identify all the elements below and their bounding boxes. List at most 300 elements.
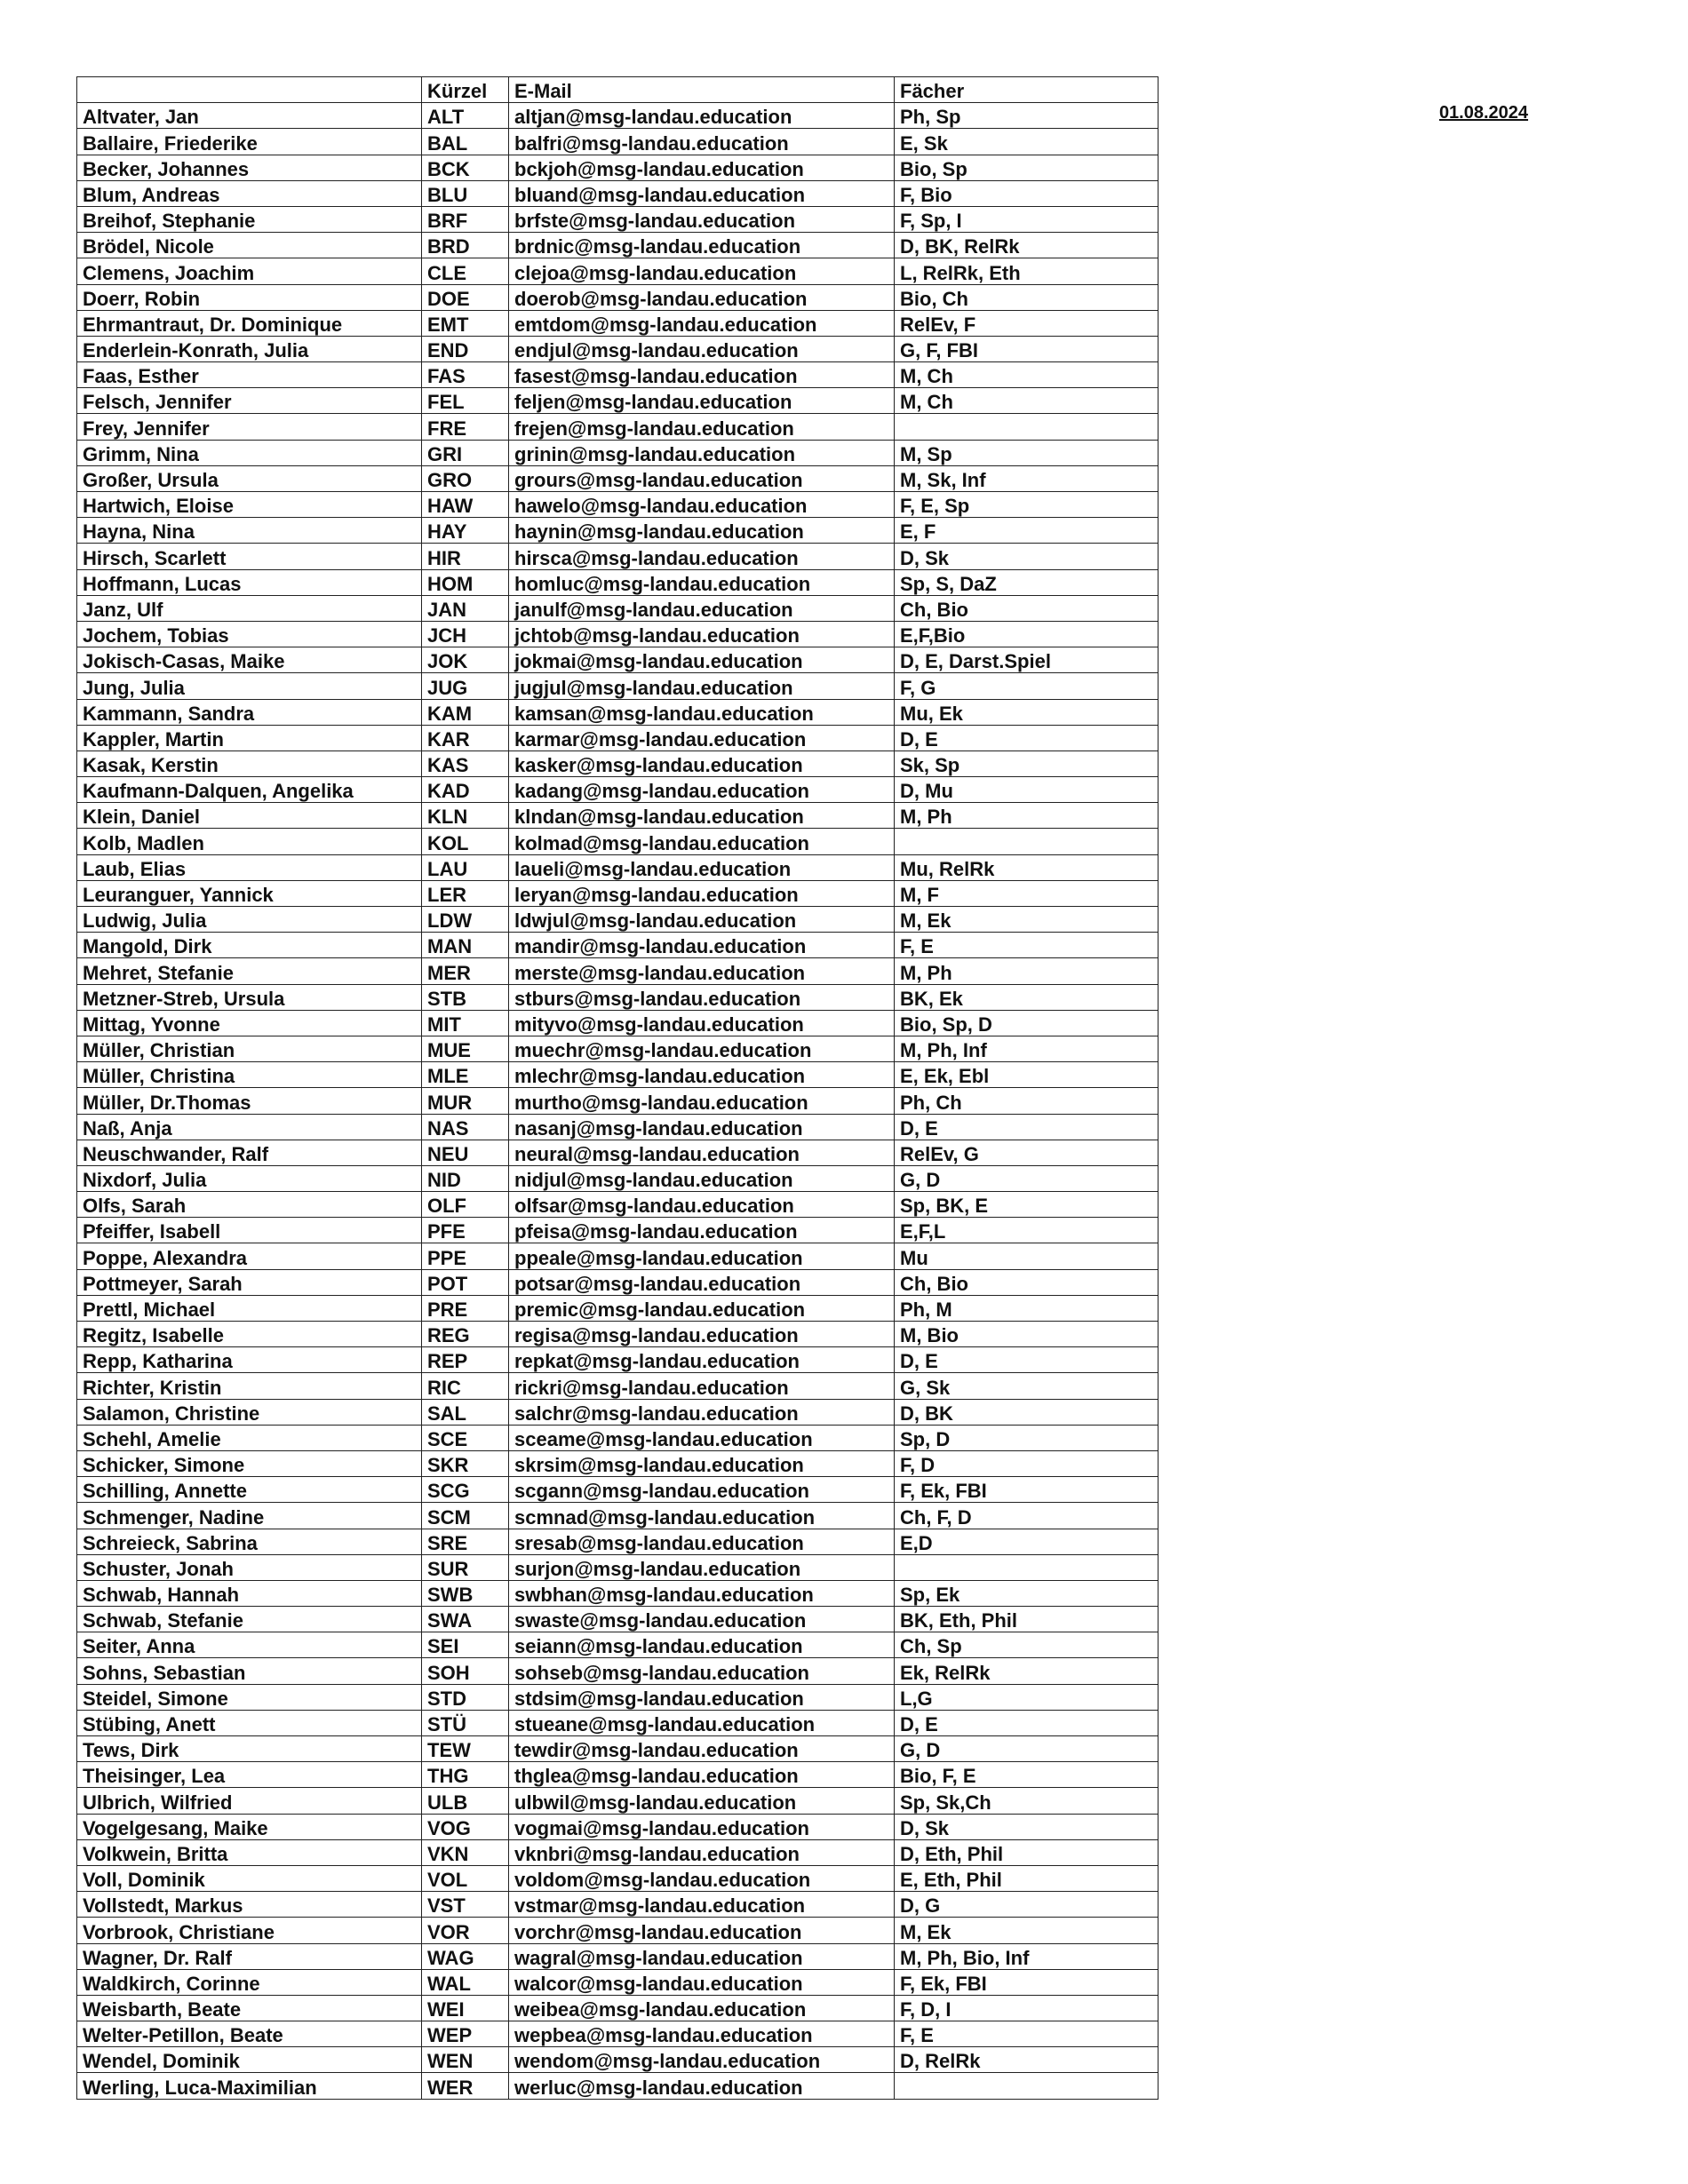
- cell-name: Schilling, Annette: [77, 1477, 422, 1503]
- cell-name: Mehret, Stefanie: [77, 958, 422, 984]
- cell-name: Schicker, Simone: [77, 1450, 422, 1476]
- cell-code: DOE: [422, 284, 509, 310]
- cell-email: walcor@msg-landau.education: [509, 1969, 895, 1995]
- cell-email: stueane@msg-landau.education: [509, 1710, 895, 1735]
- cell-email: rickri@msg-landau.education: [509, 1373, 895, 1399]
- cell-code: HAY: [422, 518, 509, 544]
- table-row: [77, 673, 1159, 699]
- table-row: [77, 699, 1159, 725]
- cell-email: brdnic@msg-landau.education: [509, 233, 895, 258]
- cell-name: Vollstedt, Markus: [77, 1892, 422, 1918]
- cell-name: Laub, Elias: [77, 854, 422, 880]
- cell-subjects: BK, Ek: [895, 984, 1159, 1010]
- cell-code: JCH: [422, 621, 509, 647]
- table-row: [77, 2073, 1159, 2099]
- cell-subjects: D, E: [895, 1114, 1159, 1140]
- table-row: [77, 1399, 1159, 1425]
- cell-email: murtho@msg-landau.education: [509, 1088, 895, 1114]
- cell-email: skrsim@msg-landau.education: [509, 1450, 895, 1476]
- cell-email: karmar@msg-landau.education: [509, 725, 895, 751]
- cell-subjects: Ph, Sp: [895, 103, 1159, 129]
- cell-email: muechr@msg-landau.education: [509, 1036, 895, 1061]
- cell-name: Vogelgesang, Maike: [77, 1814, 422, 1839]
- cell-subjects: Sp, BK, E: [895, 1192, 1159, 1218]
- cell-subjects: Bio, F, E: [895, 1762, 1159, 1788]
- table-row: [77, 1762, 1159, 1788]
- cell-code: JAN: [422, 595, 509, 621]
- cell-code: KAM: [422, 699, 509, 725]
- cell-code: BCK: [422, 155, 509, 180]
- cell-email: pfeisa@msg-landau.education: [509, 1218, 895, 1243]
- cell-subjects: M, Bio: [895, 1322, 1159, 1347]
- cell-email: seiann@msg-landau.education: [509, 1632, 895, 1658]
- cell-email: mlechr@msg-landau.education: [509, 1062, 895, 1088]
- staff-table: [76, 76, 1159, 2100]
- table-row: [77, 129, 1159, 155]
- cell-code: BAL: [422, 129, 509, 155]
- cell-code: HAW: [422, 492, 509, 518]
- cell-name: Hayna, Nina: [77, 518, 422, 544]
- cell-subjects: M, Ph: [895, 803, 1159, 829]
- cell-name: Schehl, Amelie: [77, 1425, 422, 1450]
- cell-name: Repp, Katharina: [77, 1347, 422, 1373]
- cell-subjects: M, F: [895, 880, 1159, 906]
- cell-code: OLF: [422, 1192, 509, 1218]
- cell-code: ULB: [422, 1788, 509, 1814]
- cell-code: EMT: [422, 310, 509, 336]
- cell-email: thglea@msg-landau.education: [509, 1762, 895, 1788]
- cell-email: sohseb@msg-landau.education: [509, 1658, 895, 1684]
- cell-subjects: D, Sk: [895, 1814, 1159, 1839]
- cell-code: KAS: [422, 751, 509, 776]
- cell-subjects: M, Ph, Bio, Inf: [895, 1943, 1159, 1969]
- cell-name: Neuschwander, Ralf: [77, 1140, 422, 1165]
- cell-name: Poppe, Alexandra: [77, 1243, 422, 1269]
- table-row: [77, 647, 1159, 673]
- cell-code: GRI: [422, 440, 509, 465]
- cell-subjects: [895, 829, 1159, 854]
- cell-subjects: F, G: [895, 673, 1159, 699]
- cell-email: wendom@msg-landau.education: [509, 2047, 895, 2073]
- cell-code: LER: [422, 880, 509, 906]
- cell-name: Regitz, Isabelle: [77, 1322, 422, 1347]
- cell-subjects: M, Ch: [895, 362, 1159, 388]
- cell-email: mityvo@msg-landau.education: [509, 1010, 895, 1036]
- cell-subjects: D, BK: [895, 1399, 1159, 1425]
- table-row: [77, 569, 1159, 595]
- cell-name: Schuster, Jonah: [77, 1554, 422, 1580]
- cell-subjects: E, Eth, Phil: [895, 1865, 1159, 1891]
- cell-subjects: D, BK, RelRk: [895, 233, 1159, 258]
- cell-code: END: [422, 336, 509, 361]
- table-row: [77, 1710, 1159, 1735]
- cell-subjects: RelEv, G: [895, 1140, 1159, 1165]
- table-row: [77, 414, 1159, 440]
- cell-email: sceame@msg-landau.education: [509, 1425, 895, 1450]
- cell-name: Kappler, Martin: [77, 725, 422, 751]
- cell-code: FRE: [422, 414, 509, 440]
- cell-subjects: E, Sk: [895, 129, 1159, 155]
- cell-subjects: Sk, Sp: [895, 751, 1159, 776]
- cell-email: swbhan@msg-landau.education: [509, 1580, 895, 1606]
- cell-subjects: [895, 1554, 1159, 1580]
- cell-name: Vorbrook, Christiane: [77, 1918, 422, 1943]
- cell-email: wagral@msg-landau.education: [509, 1943, 895, 1969]
- table-row: [77, 933, 1159, 958]
- cell-code: MER: [422, 958, 509, 984]
- cell-email: mandir@msg-landau.education: [509, 933, 895, 958]
- cell-code: LDW: [422, 907, 509, 933]
- cell-name: Mittag, Yvonne: [77, 1010, 422, 1036]
- cell-code: REP: [422, 1347, 509, 1373]
- cell-subjects: E,D: [895, 1529, 1159, 1554]
- cell-name: Pottmeyer, Sarah: [77, 1269, 422, 1295]
- cell-code: GRO: [422, 465, 509, 491]
- cell-name: Tews, Dirk: [77, 1736, 422, 1762]
- cell-name: Brödel, Nicole: [77, 233, 422, 258]
- table-row: [77, 777, 1159, 803]
- table-row: [77, 1658, 1159, 1684]
- staff-table-body: [77, 103, 1159, 2099]
- table-row: [77, 518, 1159, 544]
- table-row: [77, 336, 1159, 361]
- cell-code: VOR: [422, 1918, 509, 1943]
- table-row: [77, 2047, 1159, 2073]
- cell-email: sresab@msg-landau.education: [509, 1529, 895, 1554]
- header-email: E-Mail: [509, 77, 895, 103]
- cell-email: wepbea@msg-landau.education: [509, 2021, 895, 2047]
- cell-name: Theisinger, Lea: [77, 1762, 422, 1788]
- cell-email: kadang@msg-landau.education: [509, 777, 895, 803]
- table-row: [77, 258, 1159, 284]
- cell-name: Frey, Jennifer: [77, 414, 422, 440]
- table-row: [77, 1969, 1159, 1995]
- cell-subjects: D, E, Darst.Spiel: [895, 647, 1159, 673]
- cell-subjects: Bio, Sp, D: [895, 1010, 1159, 1036]
- cell-code: THG: [422, 1762, 509, 1788]
- cell-subjects: F, Bio: [895, 180, 1159, 206]
- cell-name: Becker, Johannes: [77, 155, 422, 180]
- cell-code: REG: [422, 1322, 509, 1347]
- cell-name: Welter-Petillon, Beate: [77, 2021, 422, 2047]
- cell-email: stdsim@msg-landau.education: [509, 1684, 895, 1710]
- table-row: [77, 1503, 1159, 1529]
- cell-code: SAL: [422, 1399, 509, 1425]
- table-row: [77, 1322, 1159, 1347]
- cell-code: STD: [422, 1684, 509, 1710]
- cell-code: PPE: [422, 1243, 509, 1269]
- table-row: [77, 2021, 1159, 2047]
- table-row: [77, 492, 1159, 518]
- table-row: [77, 1373, 1159, 1399]
- cell-email: nidjul@msg-landau.education: [509, 1165, 895, 1191]
- table-row: [77, 1918, 1159, 1943]
- cell-name: Doerr, Robin: [77, 284, 422, 310]
- table-row: [77, 1632, 1159, 1658]
- table-row: [77, 1684, 1159, 1710]
- cell-email: premic@msg-landau.education: [509, 1295, 895, 1321]
- cell-email: frejen@msg-landau.education: [509, 414, 895, 440]
- cell-email: stburs@msg-landau.education: [509, 984, 895, 1010]
- table-row: [77, 1062, 1159, 1088]
- cell-email: feljen@msg-landau.education: [509, 388, 895, 414]
- cell-code: VOG: [422, 1814, 509, 1839]
- cell-name: Schmenger, Nadine: [77, 1503, 422, 1529]
- cell-code: WEP: [422, 2021, 509, 2047]
- cell-subjects: Ch, Bio: [895, 595, 1159, 621]
- cell-subjects: D, E: [895, 1710, 1159, 1735]
- cell-name: Schreieck, Sabrina: [77, 1529, 422, 1554]
- table-row: [77, 1192, 1159, 1218]
- table-row: [77, 984, 1159, 1010]
- cell-subjects: [895, 2073, 1159, 2099]
- cell-name: Ulbrich, Wilfried: [77, 1788, 422, 1814]
- cell-code: JOK: [422, 647, 509, 673]
- cell-email: clejoa@msg-landau.education: [509, 258, 895, 284]
- cell-code: KAD: [422, 777, 509, 803]
- cell-code: NEU: [422, 1140, 509, 1165]
- cell-subjects: L, RelRk, Eth: [895, 258, 1159, 284]
- cell-email: fasest@msg-landau.education: [509, 362, 895, 388]
- cell-code: MIT: [422, 1010, 509, 1036]
- cell-code: SCE: [422, 1425, 509, 1450]
- cell-code: POT: [422, 1269, 509, 1295]
- table-row: [77, 310, 1159, 336]
- table-row: [77, 155, 1159, 180]
- table-row: [77, 621, 1159, 647]
- table-row: [77, 829, 1159, 854]
- cell-subjects: BK, Eth, Phil: [895, 1607, 1159, 1632]
- table-row: [77, 854, 1159, 880]
- table-row: [77, 1269, 1159, 1295]
- table-row: [77, 206, 1159, 232]
- table-row: [77, 1010, 1159, 1036]
- cell-email: brfste@msg-landau.education: [509, 206, 895, 232]
- cell-email: laueli@msg-landau.education: [509, 854, 895, 880]
- cell-name: Blum, Andreas: [77, 180, 422, 206]
- table-row: [77, 1943, 1159, 1969]
- table-row: [77, 725, 1159, 751]
- table-row: [77, 1892, 1159, 1918]
- cell-code: SCG: [422, 1477, 509, 1503]
- cell-code: HOM: [422, 569, 509, 595]
- cell-email: kasker@msg-landau.education: [509, 751, 895, 776]
- cell-name: Grimm, Nina: [77, 440, 422, 465]
- cell-code: LAU: [422, 854, 509, 880]
- cell-code: BLU: [422, 180, 509, 206]
- cell-email: tewdir@msg-landau.education: [509, 1736, 895, 1762]
- table-row: [77, 1088, 1159, 1114]
- cell-email: homluc@msg-landau.education: [509, 569, 895, 595]
- cell-email: emtdom@msg-landau.education: [509, 310, 895, 336]
- cell-code: SWA: [422, 1607, 509, 1632]
- cell-name: Hartwich, Eloise: [77, 492, 422, 518]
- table-row: [77, 284, 1159, 310]
- cell-code: PRE: [422, 1295, 509, 1321]
- cell-name: Kammann, Sandra: [77, 699, 422, 725]
- cell-name: Hirsch, Scarlett: [77, 544, 422, 569]
- cell-email: hawelo@msg-landau.education: [509, 492, 895, 518]
- cell-code: SEI: [422, 1632, 509, 1658]
- cell-name: Mangold, Dirk: [77, 933, 422, 958]
- cell-subjects: M, Ek: [895, 907, 1159, 933]
- table-row: [77, 1243, 1159, 1269]
- cell-email: doerob@msg-landau.education: [509, 284, 895, 310]
- cell-code: SCM: [422, 1503, 509, 1529]
- cell-subjects: M, Sk, Inf: [895, 465, 1159, 491]
- cell-name: Wendel, Dominik: [77, 2047, 422, 2073]
- cell-name: Müller, Christina: [77, 1062, 422, 1088]
- cell-subjects: RelEv, F: [895, 310, 1159, 336]
- cell-subjects: Sp, S, DaZ: [895, 569, 1159, 595]
- cell-code: JUG: [422, 673, 509, 699]
- cell-name: Janz, Ulf: [77, 595, 422, 621]
- cell-email: jugjul@msg-landau.education: [509, 673, 895, 699]
- cell-subjects: M, Ch: [895, 388, 1159, 414]
- cell-subjects: Sp, Sk,Ch: [895, 1788, 1159, 1814]
- cell-code: SUR: [422, 1554, 509, 1580]
- cell-email: jokmai@msg-landau.education: [509, 647, 895, 673]
- table-row: [77, 803, 1159, 829]
- cell-subjects: Ph, Ch: [895, 1088, 1159, 1114]
- table-row: [77, 1347, 1159, 1373]
- cell-name: Olfs, Sarah: [77, 1192, 422, 1218]
- cell-name: Voll, Dominik: [77, 1865, 422, 1891]
- cell-name: Schwab, Stefanie: [77, 1607, 422, 1632]
- cell-email: salchr@msg-landau.education: [509, 1399, 895, 1425]
- cell-subjects: D, Mu: [895, 777, 1159, 803]
- cell-email: haynin@msg-landau.education: [509, 518, 895, 544]
- cell-name: Prettl, Michael: [77, 1295, 422, 1321]
- cell-name: Schwab, Hannah: [77, 1580, 422, 1606]
- cell-code: SWB: [422, 1580, 509, 1606]
- cell-name: Seiter, Anna: [77, 1632, 422, 1658]
- cell-code: SOH: [422, 1658, 509, 1684]
- table-row: [77, 1865, 1159, 1891]
- cell-name: Richter, Kristin: [77, 1373, 422, 1399]
- table-row: [77, 1477, 1159, 1503]
- table-row: [77, 1554, 1159, 1580]
- cell-code: MUE: [422, 1036, 509, 1061]
- cell-subjects: M, Ek: [895, 1918, 1159, 1943]
- cell-name: Müller, Dr.Thomas: [77, 1088, 422, 1114]
- cell-subjects: L,G: [895, 1684, 1159, 1710]
- cell-subjects: Mu, RelRk: [895, 854, 1159, 880]
- cell-subjects: G, Sk: [895, 1373, 1159, 1399]
- table-row: [77, 1788, 1159, 1814]
- cell-code: VKN: [422, 1839, 509, 1865]
- cell-name: Waldkirch, Corinne: [77, 1969, 422, 1995]
- table-row: [77, 1529, 1159, 1554]
- cell-subjects: F, E, Sp: [895, 492, 1159, 518]
- cell-code: NAS: [422, 1114, 509, 1140]
- cell-name: Kolb, Madlen: [77, 829, 422, 854]
- table-row: [77, 751, 1159, 776]
- cell-email: repkat@msg-landau.education: [509, 1347, 895, 1373]
- cell-name: Pfeiffer, Isabell: [77, 1218, 422, 1243]
- cell-email: janulf@msg-landau.education: [509, 595, 895, 621]
- cell-subjects: G, D: [895, 1165, 1159, 1191]
- table-row: [77, 1218, 1159, 1243]
- cell-name: Clemens, Joachim: [77, 258, 422, 284]
- cell-email: balfri@msg-landau.education: [509, 129, 895, 155]
- cell-code: ALT: [422, 103, 509, 129]
- cell-name: Wagner, Dr. Ralf: [77, 1943, 422, 1969]
- cell-name: Jokisch-Casas, Maike: [77, 647, 422, 673]
- cell-subjects: Mu: [895, 1243, 1159, 1269]
- cell-subjects: E,F,Bio: [895, 621, 1159, 647]
- cell-subjects: Bio, Ch: [895, 284, 1159, 310]
- cell-name: Leuranguer, Yannick: [77, 880, 422, 906]
- cell-name: Kasak, Kerstin: [77, 751, 422, 776]
- table-row: [77, 103, 1159, 129]
- cell-email: regisa@msg-landau.education: [509, 1322, 895, 1347]
- cell-code: HIR: [422, 544, 509, 569]
- cell-name: Ehrmantraut, Dr. Dominique: [77, 310, 422, 336]
- cell-email: vstmar@msg-landau.education: [509, 1892, 895, 1918]
- cell-code: STB: [422, 984, 509, 1010]
- table-row: [77, 595, 1159, 621]
- cell-name: Jung, Julia: [77, 673, 422, 699]
- table-row: [77, 907, 1159, 933]
- cell-name: Metzner-Streb, Ursula: [77, 984, 422, 1010]
- cell-name: Steidel, Simone: [77, 1684, 422, 1710]
- cell-email: altjan@msg-landau.education: [509, 103, 895, 129]
- cell-subjects: M, Ph: [895, 958, 1159, 984]
- cell-code: TEW: [422, 1736, 509, 1762]
- cell-email: voldom@msg-landau.education: [509, 1865, 895, 1891]
- cell-email: merste@msg-landau.education: [509, 958, 895, 984]
- cell-subjects: F, Ek, FBI: [895, 1477, 1159, 1503]
- cell-name: Volkwein, Britta: [77, 1839, 422, 1865]
- cell-subjects: Ch, Bio: [895, 1269, 1159, 1295]
- cell-email: potsar@msg-landau.education: [509, 1269, 895, 1295]
- cell-code: WAG: [422, 1943, 509, 1969]
- cell-code: WAL: [422, 1969, 509, 1995]
- cell-email: leryan@msg-landau.education: [509, 880, 895, 906]
- cell-email: nasanj@msg-landau.education: [509, 1114, 895, 1140]
- table-row: [77, 1140, 1159, 1165]
- cell-email: neural@msg-landau.education: [509, 1140, 895, 1165]
- header-name: [77, 77, 422, 103]
- table-row: [77, 362, 1159, 388]
- table-row: [77, 544, 1159, 569]
- cell-subjects: Ph, M: [895, 1295, 1159, 1321]
- cell-code: BRF: [422, 206, 509, 232]
- cell-name: Breihof, Stephanie: [77, 206, 422, 232]
- cell-email: vogmai@msg-landau.education: [509, 1814, 895, 1839]
- cell-email: vorchr@msg-landau.education: [509, 1918, 895, 1943]
- table-row: [77, 233, 1159, 258]
- cell-subjects: E,F,L: [895, 1218, 1159, 1243]
- cell-subjects: Ch, F, D: [895, 1503, 1159, 1529]
- cell-subjects: [895, 414, 1159, 440]
- cell-email: hirsca@msg-landau.education: [509, 544, 895, 569]
- cell-subjects: Ek, RelRk: [895, 1658, 1159, 1684]
- cell-subjects: D, Eth, Phil: [895, 1839, 1159, 1865]
- cell-code: WEI: [422, 1995, 509, 2021]
- header-code: Kürzel: [422, 77, 509, 103]
- cell-email: klndan@msg-landau.education: [509, 803, 895, 829]
- cell-subjects: F, E: [895, 933, 1159, 958]
- cell-subjects: E, Ek, Ebl: [895, 1062, 1159, 1088]
- table-row: [77, 1736, 1159, 1762]
- cell-email: bckjoh@msg-landau.education: [509, 155, 895, 180]
- cell-email: kolmad@msg-landau.education: [509, 829, 895, 854]
- cell-code: VST: [422, 1892, 509, 1918]
- cell-email: bluand@msg-landau.education: [509, 180, 895, 206]
- cell-name: Ballaire, Friederike: [77, 129, 422, 155]
